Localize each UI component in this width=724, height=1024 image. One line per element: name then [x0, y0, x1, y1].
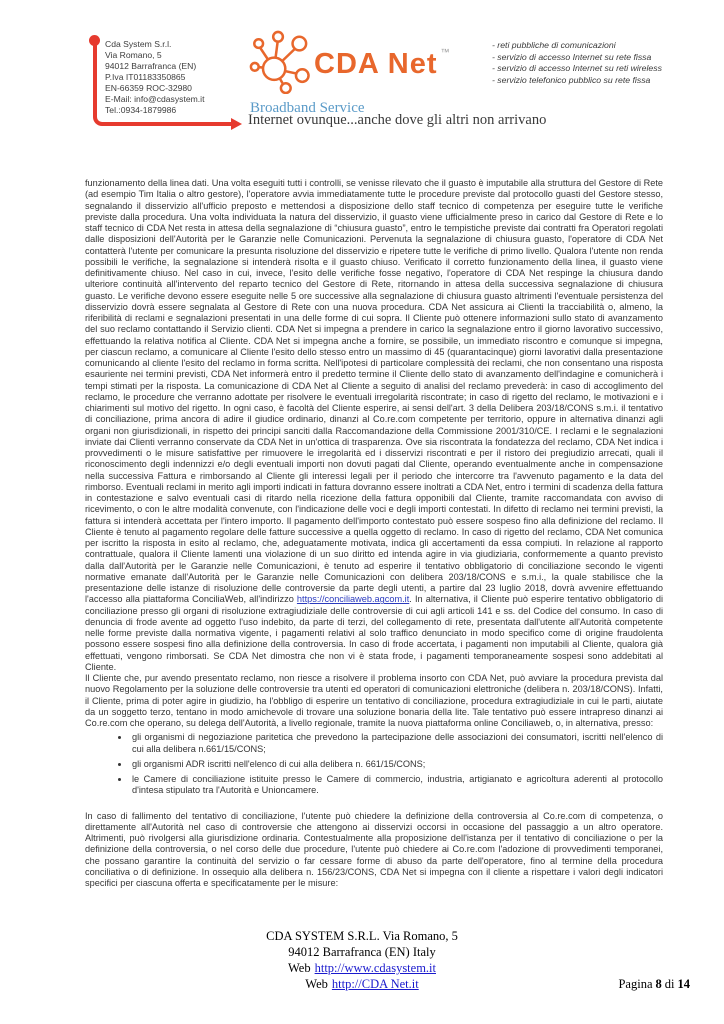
- footer-website-link[interactable]: http://www.cdasystem.it: [314, 961, 436, 975]
- document-body: [85, 178, 663, 889]
- company-street: Via Romano, 5: [105, 50, 162, 60]
- company-registry: EN-66359 ROC-32980: [105, 83, 192, 93]
- trademark-symbol: ™: [440, 46, 451, 57]
- footer: [0, 928, 724, 992]
- company-phone: Tel.:0934-1879986: [105, 105, 177, 115]
- services-list: [492, 40, 662, 86]
- list-item: • gli organismi di negoziazione paritetica che prevedono la partecipazione delle associazioni dei consumatori, iscritti nell'elenco di cui alla delibera n.661/15/CONS;: [130, 732, 663, 755]
- page-separator: di: [664, 977, 675, 991]
- paragraph-dispute-resolution: In caso di fallimento del tentativo di conciliazione, l'utente può chiedere la definizione della controversia al Co.re.com di competenza, o direttamente all'Autorità nel caso di controversie che attengono ai disservizi occorsi in occasione del passaggio a un altro operatore. Altrimenti, può rivolgersi alla giurisdizione ordinaria. Contestualmente alla proposizione dell'istanza per il tentativo di conciliazione o per la definizione della controversia, o nel corso delle due procedure, l'utente può chiedere ai Co.re.com l'adozione di provvedimenti temporanei, che possano garantire la continuità del servizio o far cessare forme di abuso da parte dell'operatore, fino al termine della procedura conciliativa o di definizione. In ossequio alla delibera n. 156/23/CONS, CDA Net si impegna con il cliente a rispettare i valori degli indicatori specifici per ciascuna offerta e specificatamente per le misure:: [85, 810, 663, 888]
- page-label: Pagina: [618, 977, 653, 991]
- service-item: - reti pubbliche di comunicazioni: [492, 40, 616, 50]
- red-arrow-icon: [231, 118, 242, 130]
- service-item: - servizio telefonico pubblico su rete fissa: [492, 74, 651, 85]
- footer-cdanet-link[interactable]: http://CDA Net.it: [331, 977, 419, 991]
- paragraph-fault-and-claims: [85, 178, 663, 673]
- logo: [248, 28, 451, 117]
- footer-company-line: CDA SYSTEM S.R.L. Via Romano, 5: [266, 929, 458, 943]
- company-name: Cda System S.r.l.: [105, 39, 172, 49]
- company-email: E-Mail: info@cdasystem.it: [105, 94, 205, 104]
- footer-web-line: [0, 960, 724, 976]
- page-total: 14: [677, 977, 690, 991]
- paragraph-conciliation: Il Cliente che, pur avendo presentato reclamo, non riesce a risolvere il problema insorto con CDA Net, può avviare la procedura prevista dal nuovo Regolamento per la soluzione delle controversie tra utenti ed operatori di comunicazioni elettroniche (delibera n. 203/18/CONS). Infatti, il Cliente, prima di poter agire in giudizio, ha l'obbligo di esperire un tentativo di conciliazione, procedura extragiudiziale in cui le parti, aiutate da un soggetto terzo, tentano in modo amichevole di trovare una soluzione bonaria della lite. Tale tentativo può essere intrapreso dinanzi ai Co.re.com che operano, su delega dell'Autorità, a livello regionale, tramite la nuova piattaforma online Conciliaweb, o, in alternativa, presso:: [85, 673, 663, 728]
- list-item: • gli organismi ADR iscritti nell'elenco di cui alla delibera n. 661/15/CONS;: [130, 759, 663, 770]
- page-number: [618, 977, 690, 992]
- paragraph-text: . In alternativa, il Cliente può esperire tentativo obbligatorio di conciliazione presso gli organi di risoluzione extragiudiziale delle controversie di cui agli articoli 141 e ss. del Codice del consumo. In caso di denuncia di frode avente ad oggetto l'uso indebito, da parte di terzi, del collegamento di rete, presentata dall'utente all'Autorità competente nelle forme previste dalla normativa vigente, i pagamenti relativi al solo traffico denunciato in modo specifico come di origine fraudolenta possono essere sospesi fino alla definizione della controversia. In caso di frode accertata, i pagamenti non imputabili al Cliente, qualora già effettuati, vengono rimborsati. Se CDA Net dimostra che non vi è stata frode, i pagamenti temporaneamente sospesi sono addebitati al Cliente.: [85, 594, 664, 672]
- paragraph-text: funzionamento della linea dati. Una volta eseguiti tutti i controlli, se venisse rilevato che il guasto è imputabile alla struttura del Gestore di Rete (ad esempio Tim Italia o altro gestore), l'operatore avvia immediatamente tutte le procedure previste dal protocollo guasti del Gestore stesso, segnalando il disservizio all'ufficio preposto e mettendosi a disposizione dello staff tecnico di competenza per eseguire tutte le verifiche previste dalla procedura. Una volta individuata la natura del disservizio, il guasto viene ufficialmente preso in carico dal Gestore di Rete e lo staff tecnico di CDA Net resta in attesa della segnalazione di “chiusura guasto”, entro le tempistiche previste dai contratti fra Operatori regolati dalle disposizioni dell'Autorità per le Garanzie nelle Comunicazioni. Pervenuta la segnalazione di chiusura guasto, l'operatore di CDA Net contatterà l'utente per comunicare la presunta risoluzione del disservizio e ripetere tutte le verifiche di primo livello. Qualora l'utente non renda possibili le verifiche, la segnalazione si intenderà risolta e il guasto chiuso. Verificato il corretto funzionamento della linea, il guasto viene definitivamente chiuso. Nel caso in cui, invece, l'esito delle verifiche fosse negativo, l'operatore di CDA Net respinge la chiusura dando ulteriore continuità all'intervento del reparto tecnico del Gestore di Rete, ritornando in attesa della successiva segnalazione di chiusura guasto. Le verifiche devono essere eseguite nelle 5 ore successive alla segnalazione di chiusura guasto altrimenti l'eventuale persistenza del disservizio dovrà essere segnalata al Gestore di Rete con una nuova procedura. CDA Net assicura ai Clienti la tracciabilità o, almeno, la riferibilità di reclami e segnalazioni presentati in una delle forme di cui sopra. Il Cliente può ottenere informazioni sullo stato di avanzamento del suo reclamo contattando il Servizio clienti. CDA Net si impegna a prendere in carico la segnalazione entro il giorno lavorativo successivo, effettuando la relativa notifica al Cliente. CDA Net si impegna anche a fornire, se possibile, un immediato riscontro e comunque si impegna, per ciascun reclamo, a comunicare al Cliente l'esito dello stesso entro un massimo di 45 (quarantacinque) giorni lavorativi dalla presentazione comunicando al cliente l'esito del reclamo in forma scritta. Nell'ipotesi di particolare complessità dei reclami, che non consentano una risposta esauriente nei termini previsti, CDA Net informerà entro il predetto termine il Cliente dello stato di avanzamento dell'indagine e comunicherà i tempi stimati per la risposta. La comunicazione di CDA Net al Cliente a seguito di analisi del reclamo prevederà: in caso di accoglimento del reclamo, le procedure che verranno adottate per risolvere le eventuali irregolarità riscontrate; in caso di rigetto del reclamo, le motivazioni e i chiarimenti sul motivo del rigetto. In ogni caso, è facoltà del Cliente esperire, ai sensi dell'art. 3 della Delibera 203/18/CONS s.m.i. il tentativo di conciliazione, prima ancora di adire il giudice ordinario, dinanzi al Co.re.com competente per territorio, oppure in alternativa dinanzi agli organi non giurisdizionali, in rispetto dei principi sanciti dalla Raccomandazione della Commissione 2001/310/CE. I reclami e le segnalazioni inviate dai Clienti verranno conservate da CDA Net in un'ottica di trasparenza. Ove sia riscontrata la fondatezza del reclamo, CDA Net indica i provvedimenti o le misure satisfattive per rimuovere le irregolarità ed i disservizi riscontrati e per il ristoro dei pregiudizio arrecati, quali il riconoscimento degli indennizzi e/o degli eventuali importi non dovuti pagati dal Cliente, operando eventualmente anche in compensazione nella successiva Fattura e rimborsando al Cliente gli interessi legali per il periodo che intercorre tra l'avvenuto pagamento e la data del rimborso. Eventuali reclami in merito agli importi indicati in fattura dovranno essere inoltrati a CDA Net, entro i termini di scadenza della fattura in contestazione e salvo eventuali casi di ritardo nella ricezione della fattura opponibili dal Cliente, tramite raccomandata con avviso di ricevimento, o con le altre modalità convenute, con l'indicazione delle voci e degli importi contestati. In difetto di reclamo nei termini previsti, la fattura si intenderà accettata per l'intero importo. Il pagamento dell'importo contestato può essere sospeso fino alla definizione del reclamo. Il Cliente è tenuto al pagamento regolare delle fatture successive a quella oggetto di reclamo. In caso di rigetto del reclamo, CDA Net comunica per iscritto la risposta in esito al reclamo, che, adeguatamente motivata, indica gli accertamenti da essa compiuti. In relazione al rapporto contrattuale, qualora il Cliente lamenti una violazione di un suo diritto ed intenda agire in via giudiziaria, conformemente a quanto previsto dalla dall'Autorità per le Garanzie nelle Comunicazioni, è tenuto ad esperire il tentativo obbligatorio di conciliazione secondo le vigenti normative emanate dall'Autorità per le Garanzie nelle Comunicazioni con delibera 203/18/CONS e s.m.i., la quale stabilisce che la presentazione delle istanze di risoluzione delle controversie da parte degli utenti, a partire dal 23 luglio 2018, dovrà avvenire effettuando l'accesso alla piattaforma ConciliaWeb, all'indirizzo: [85, 178, 663, 605]
- web-label: Web: [287, 961, 311, 975]
- service-item: - servizio di accesso Internet su rete fissa: [492, 51, 652, 62]
- footer-web-line: [0, 976, 724, 992]
- logo-tagline: Internet ovunque...anche dove gli altri non arrivano: [248, 112, 547, 128]
- page-current: 8: [655, 977, 662, 991]
- logo-subtitle: Broadband Service: [250, 100, 365, 116]
- conciliaweb-link[interactable]: https://conciliaweb.agcom.it: [296, 594, 410, 605]
- molecule-network-icon: [248, 28, 310, 99]
- company-info-block: [105, 39, 204, 116]
- footer-address-line: 94012 Barrafranca (EN) Italy: [288, 945, 436, 959]
- service-item: - servizio di accesso Internet su reti wireless: [492, 63, 662, 73]
- company-vat: P.Iva IT01183350865: [105, 72, 186, 82]
- list-item: • le Camere di conciliazione istituite presso le Camere di commercio, industria, artigianato e agricoltura aderenti al protocollo d'intesa stipulato tra l'Autorità e Unioncamere.: [130, 774, 663, 797]
- web-label: Web: [305, 977, 328, 991]
- company-city: 94012 Barrafranca (EN): [105, 61, 197, 71]
- logo-wordmark: CDA Net ™: [314, 46, 451, 80]
- conciliation-bodies-list: [85, 732, 663, 796]
